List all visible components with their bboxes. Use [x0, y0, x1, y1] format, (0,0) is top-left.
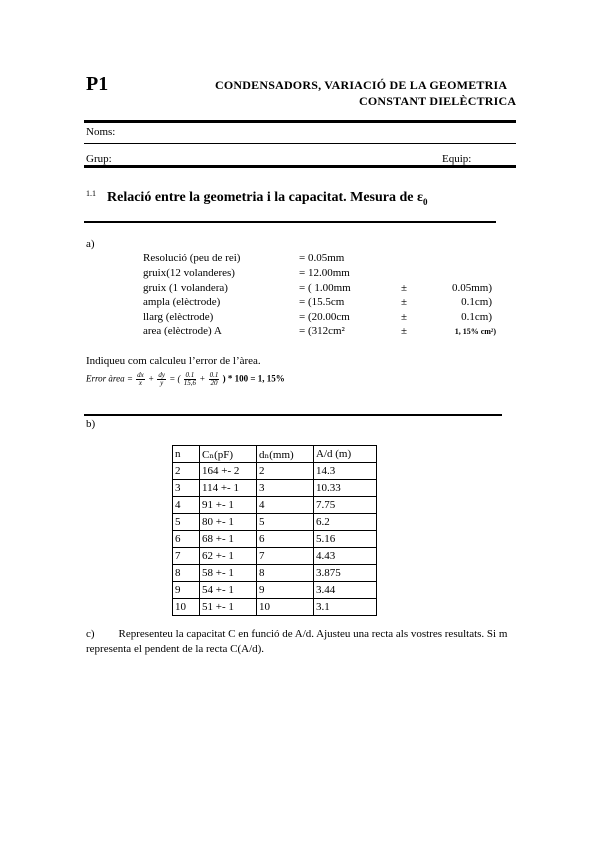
- table-cell: 10.33: [314, 480, 377, 497]
- table-cell: 4.43: [314, 548, 377, 565]
- measure-name: Resolució (peu de rei): [143, 252, 241, 264]
- section-number: 1.1: [86, 189, 96, 198]
- measure-row: [0, 267, 600, 282]
- table-cell: 10: [173, 599, 200, 616]
- frac-num: dx: [137, 371, 144, 379]
- table-row: [173, 463, 377, 480]
- table-row: [173, 548, 377, 565]
- table-cell: 5.16: [314, 531, 377, 548]
- error-question: Indiqueu com calculeu l’error de l’àrea.: [86, 355, 261, 367]
- part-b-label: b): [86, 418, 96, 430]
- table-cell: 51 +- 1: [200, 599, 257, 616]
- table-cell: 5: [173, 514, 200, 531]
- part-a-label: a): [86, 238, 95, 250]
- table-cell: 5: [257, 514, 314, 531]
- table-cell: 54 +- 1: [200, 582, 257, 599]
- formula-eq: = (: [169, 373, 181, 384]
- formula-frac: [157, 372, 166, 387]
- plus-minus: ±: [401, 296, 408, 308]
- part-c-paragraph: [86, 627, 516, 657]
- frac-den: 20: [210, 379, 218, 387]
- table-cell: 7.75: [314, 497, 377, 514]
- table-row: [173, 497, 377, 514]
- table-cell: 58 +- 1: [200, 565, 257, 582]
- measure-value: = 0.05mm: [299, 252, 345, 264]
- formula-frac: [209, 372, 220, 387]
- measure-value: = (20.00cm: [299, 311, 350, 323]
- table-cell: 8: [173, 565, 200, 582]
- table-row: [173, 582, 377, 599]
- formula-frac: [184, 372, 196, 387]
- names-label: Noms:: [86, 126, 116, 138]
- measure-value: = (312cm²: [299, 325, 345, 337]
- measure-name: gruix(12 volanderes): [143, 267, 235, 279]
- table-cell: 91 +- 1: [200, 497, 257, 514]
- table-header-cell: A/d (m): [314, 446, 377, 463]
- header-rule: [84, 120, 516, 123]
- header-title-line1: CONDENSADORS, VARIACIÓ DE LA GEOMETRIA: [215, 78, 508, 92]
- table-row: [173, 514, 377, 531]
- table-cell: 7: [173, 548, 200, 565]
- table-row: [173, 531, 377, 548]
- formula-plus: +: [148, 373, 155, 384]
- table-cell: 68 +- 1: [200, 531, 257, 548]
- table-row: [173, 599, 377, 616]
- section-title: [107, 190, 427, 207]
- table-header-row: [173, 446, 377, 463]
- measure-value: = ( 1.00mm: [299, 282, 351, 294]
- table-cell: 80 +- 1: [200, 514, 257, 531]
- form-rule: [84, 165, 516, 168]
- table-row: [173, 565, 377, 582]
- measure-name: gruix (1 volandera): [143, 282, 228, 294]
- team-label: Equip:: [442, 153, 472, 165]
- table-cell: 4: [173, 497, 200, 514]
- table-cell: 3: [173, 480, 200, 497]
- table-cell: 10: [257, 599, 314, 616]
- measure-row: [0, 311, 600, 326]
- part-a-rule: [84, 414, 502, 416]
- plus-minus: ±: [401, 311, 408, 323]
- table-cell: 2: [173, 463, 200, 480]
- part-c-label: c): [86, 628, 95, 640]
- table-cell: 2: [257, 463, 314, 480]
- frac-den: 15,6: [183, 379, 197, 387]
- header-title-line2: CONSTANT DIELÈCTRICA: [359, 94, 517, 108]
- section-title-sub: 0: [422, 196, 428, 207]
- measure-row: [0, 282, 600, 297]
- names-rule: [84, 143, 516, 144]
- frac-num: 0.1: [209, 371, 219, 379]
- section-rule: [84, 221, 496, 223]
- measure-value: = (15.5cm: [299, 296, 345, 308]
- table-cell: 8: [257, 565, 314, 582]
- table-cell: 114 +- 1: [200, 480, 257, 497]
- table-cell: 62 +- 1: [200, 548, 257, 565]
- table-header-cell: Cₙ(pF): [200, 446, 257, 463]
- frac-num: dy: [158, 371, 165, 379]
- measure-name: llarg (elèctrode): [143, 311, 214, 323]
- measure-name: ampla (elèctrode): [143, 296, 221, 308]
- table-cell: 9: [257, 582, 314, 599]
- measure-error: 1, 15% cm²): [454, 327, 496, 336]
- measure-error: 0.1cm): [461, 296, 492, 308]
- error-formula: [86, 372, 285, 387]
- table-row: [173, 480, 377, 497]
- measure-row: [0, 252, 600, 267]
- table-cell: 3: [257, 480, 314, 497]
- table-header-cell: dₙ(mm): [257, 446, 314, 463]
- data-table: [172, 445, 377, 616]
- formula-tail: ) * 100 = 1, 15%: [222, 373, 285, 384]
- measure-row: [0, 296, 600, 311]
- measure-name: area (elèctrode) A: [143, 325, 222, 337]
- group-label: Grup:: [86, 153, 112, 165]
- table-cell: 6: [173, 531, 200, 548]
- table-cell: 6: [257, 531, 314, 548]
- plus-minus: ±: [401, 282, 408, 294]
- measure-error: 0.05mm): [451, 282, 492, 294]
- table-cell: 14.3: [314, 463, 377, 480]
- formula-frac: [136, 372, 145, 387]
- measure-row: [0, 325, 600, 340]
- measure-error: 0.1cm): [461, 311, 492, 323]
- table-header-cell: n: [173, 446, 200, 463]
- table-cell: 3.875: [314, 565, 377, 582]
- page-code: P1: [86, 73, 109, 95]
- table-cell: 3.1: [314, 599, 377, 616]
- formula-plus: +: [199, 373, 206, 384]
- frac-den: x: [138, 379, 143, 387]
- frac-num: 0.1: [185, 371, 195, 379]
- plus-minus: ±: [401, 325, 408, 337]
- table-cell: 7: [257, 548, 314, 565]
- table-cell: 9: [173, 582, 200, 599]
- table-cell: 6.2: [314, 514, 377, 531]
- formula-lhs: Error àrea =: [86, 373, 133, 384]
- table-cell: 3.44: [314, 582, 377, 599]
- table-cell: 164 +- 2: [200, 463, 257, 480]
- section-title-text: Relació entre la geometria i la capacitat. Mesura de ε: [107, 190, 423, 205]
- part-c-text: Representeu la capacitat C en funció de A/d. Ajusteu una recta als vostres resultats. Si m representa el pendent de la recta C(A/d).: [86, 628, 508, 655]
- measure-value: = 12.00mm: [299, 267, 350, 279]
- frac-den: y: [160, 379, 164, 387]
- table-cell: 4: [257, 497, 314, 514]
